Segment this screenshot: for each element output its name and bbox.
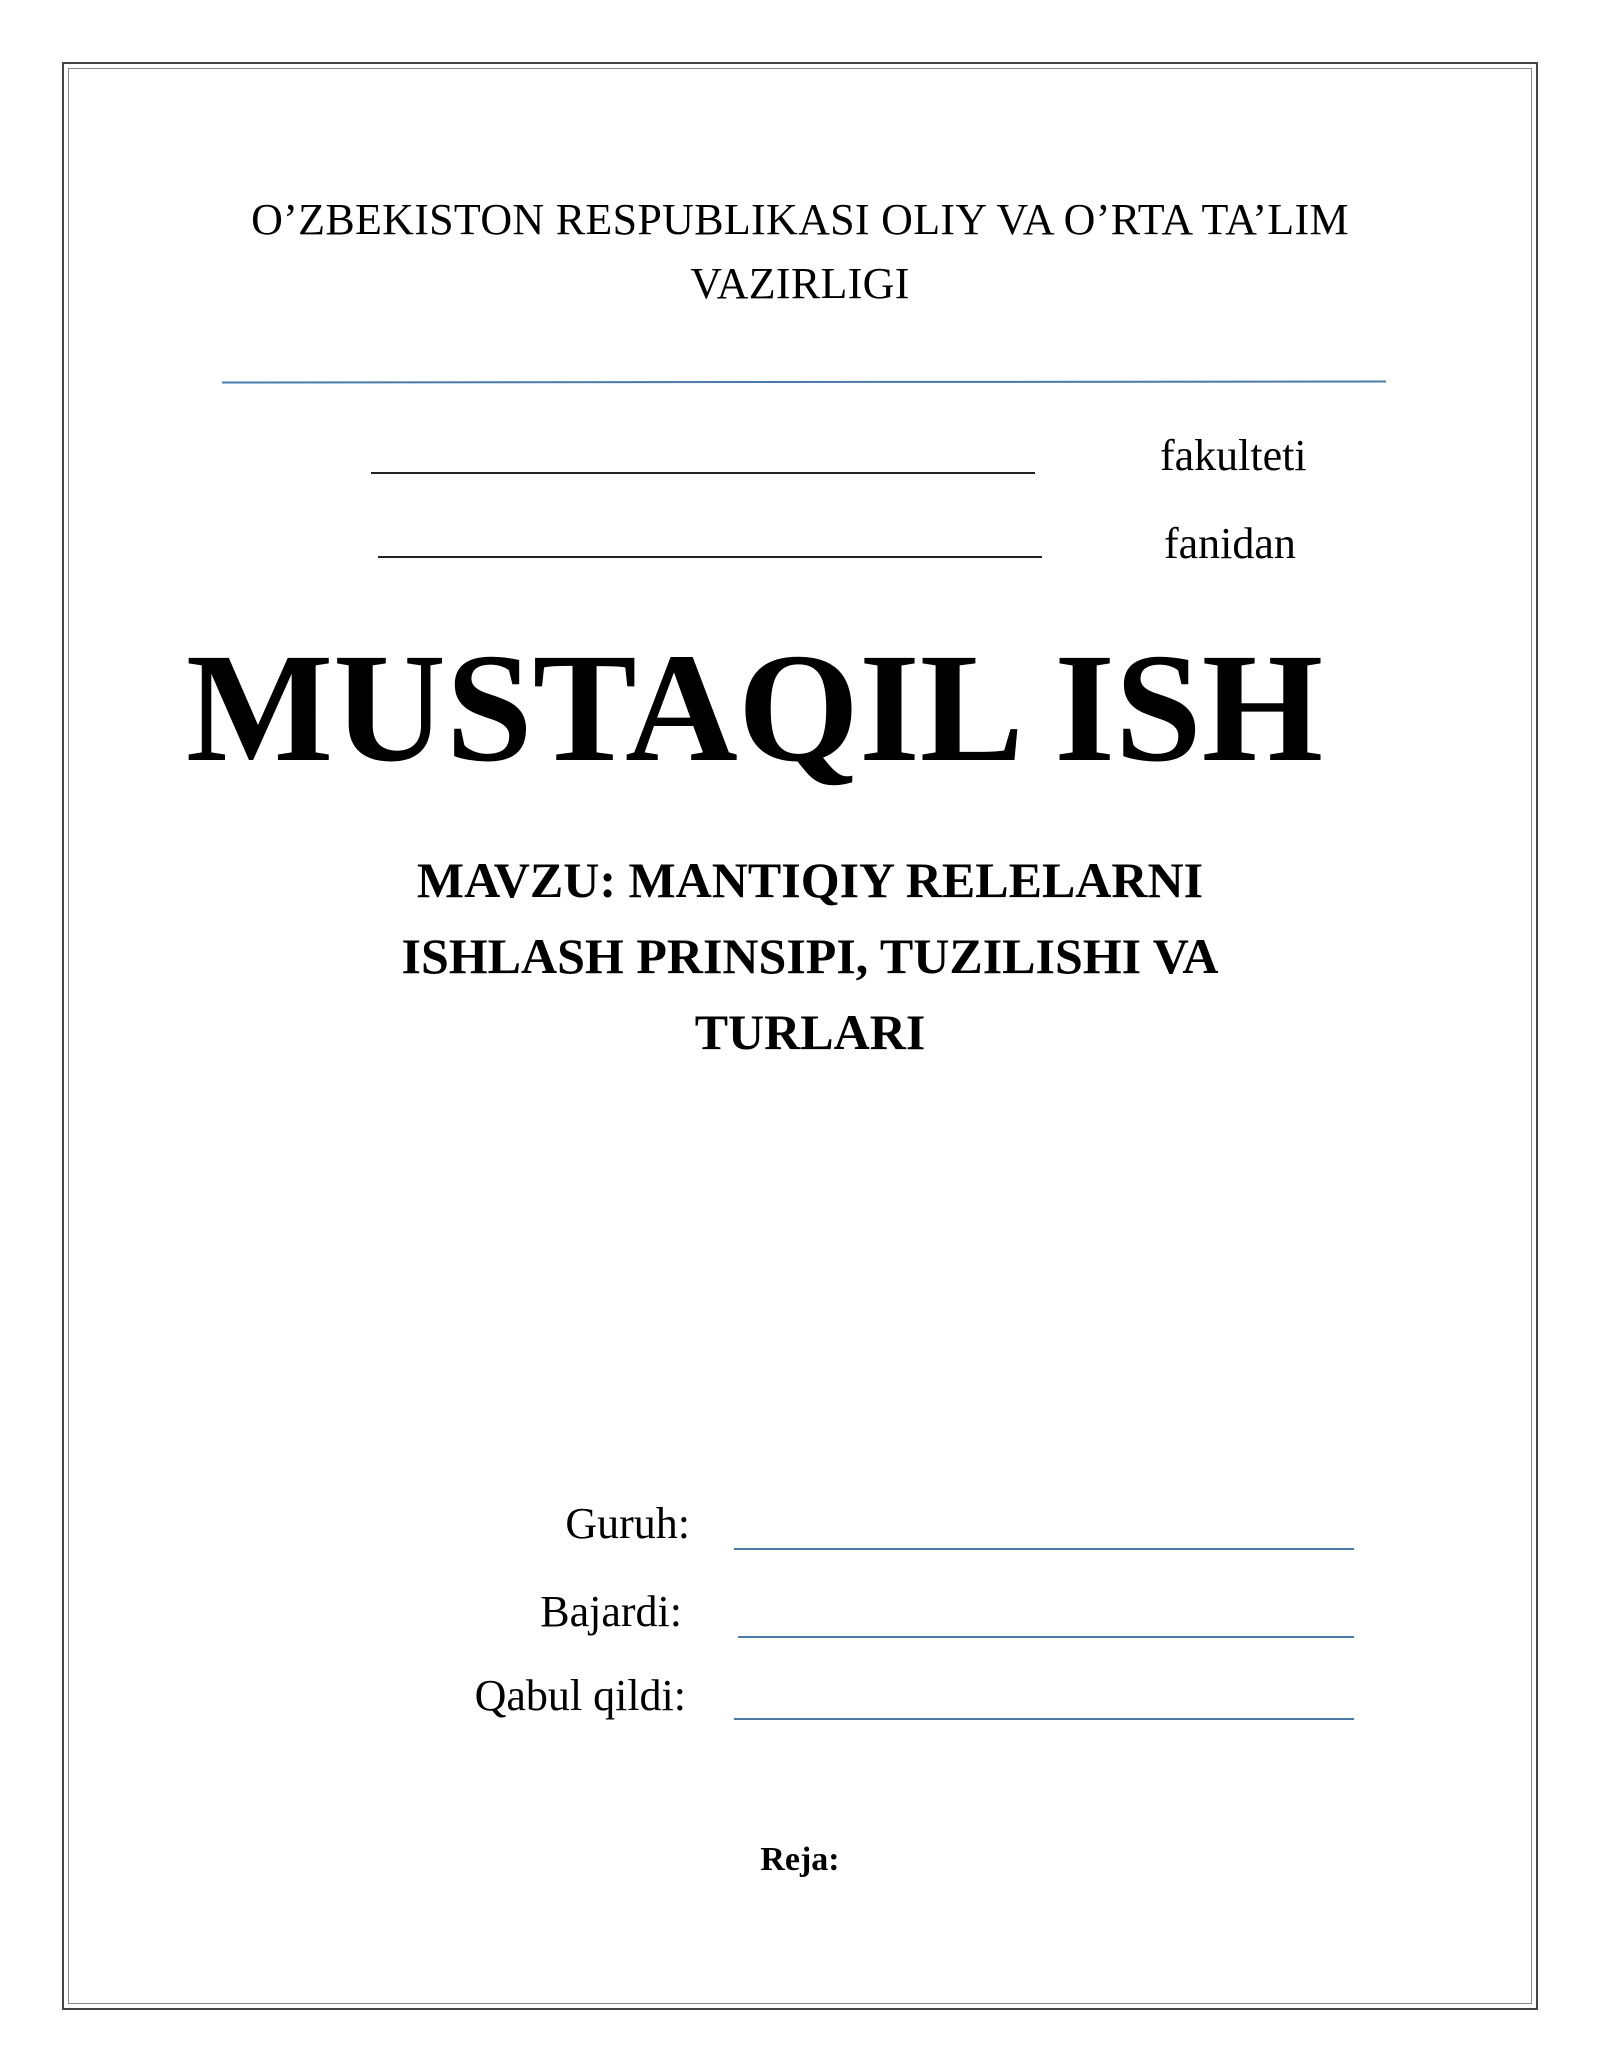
topic-heading <box>260 842 1360 1070</box>
subject-name-blank <box>378 556 1042 558</box>
accepted-by-blank <box>734 1718 1354 1720</box>
group-blank <box>734 1548 1354 1550</box>
group-label: Guruh: <box>565 1499 690 1548</box>
faculty-label: fakulteti <box>1160 431 1307 480</box>
ministry-header <box>150 188 1450 316</box>
accepted-by-field <box>0 1668 1600 1728</box>
topic-line-2: ISHLASH PRINSIPI, TUZILISHI VA <box>401 928 1219 984</box>
ministry-line-1: O’ZBEKISTON RESPUBLIKASI OLIY VA O’RTA TA’LIM <box>251 195 1349 244</box>
performed-by-label: Bajardi: <box>540 1587 682 1636</box>
topic-line-3: TURLARI <box>694 1004 926 1060</box>
accepted-by-label: Qabul qildi: <box>474 1671 686 1720</box>
subject-label: fanidan <box>1164 519 1296 568</box>
performed-by-blank <box>738 1636 1354 1638</box>
ministry-line-2: VAZIRLIGI <box>690 259 910 308</box>
group-field <box>0 1496 1600 1556</box>
document-title: MUSTAQIL ISH <box>186 621 1324 794</box>
faculty-name-blank <box>371 472 1035 474</box>
topic-line-1: MAVZU: MANTIQIY RELELARNI <box>416 852 1204 908</box>
performed-by-field <box>0 1584 1600 1644</box>
plan-heading: Reja: <box>760 1841 840 1878</box>
